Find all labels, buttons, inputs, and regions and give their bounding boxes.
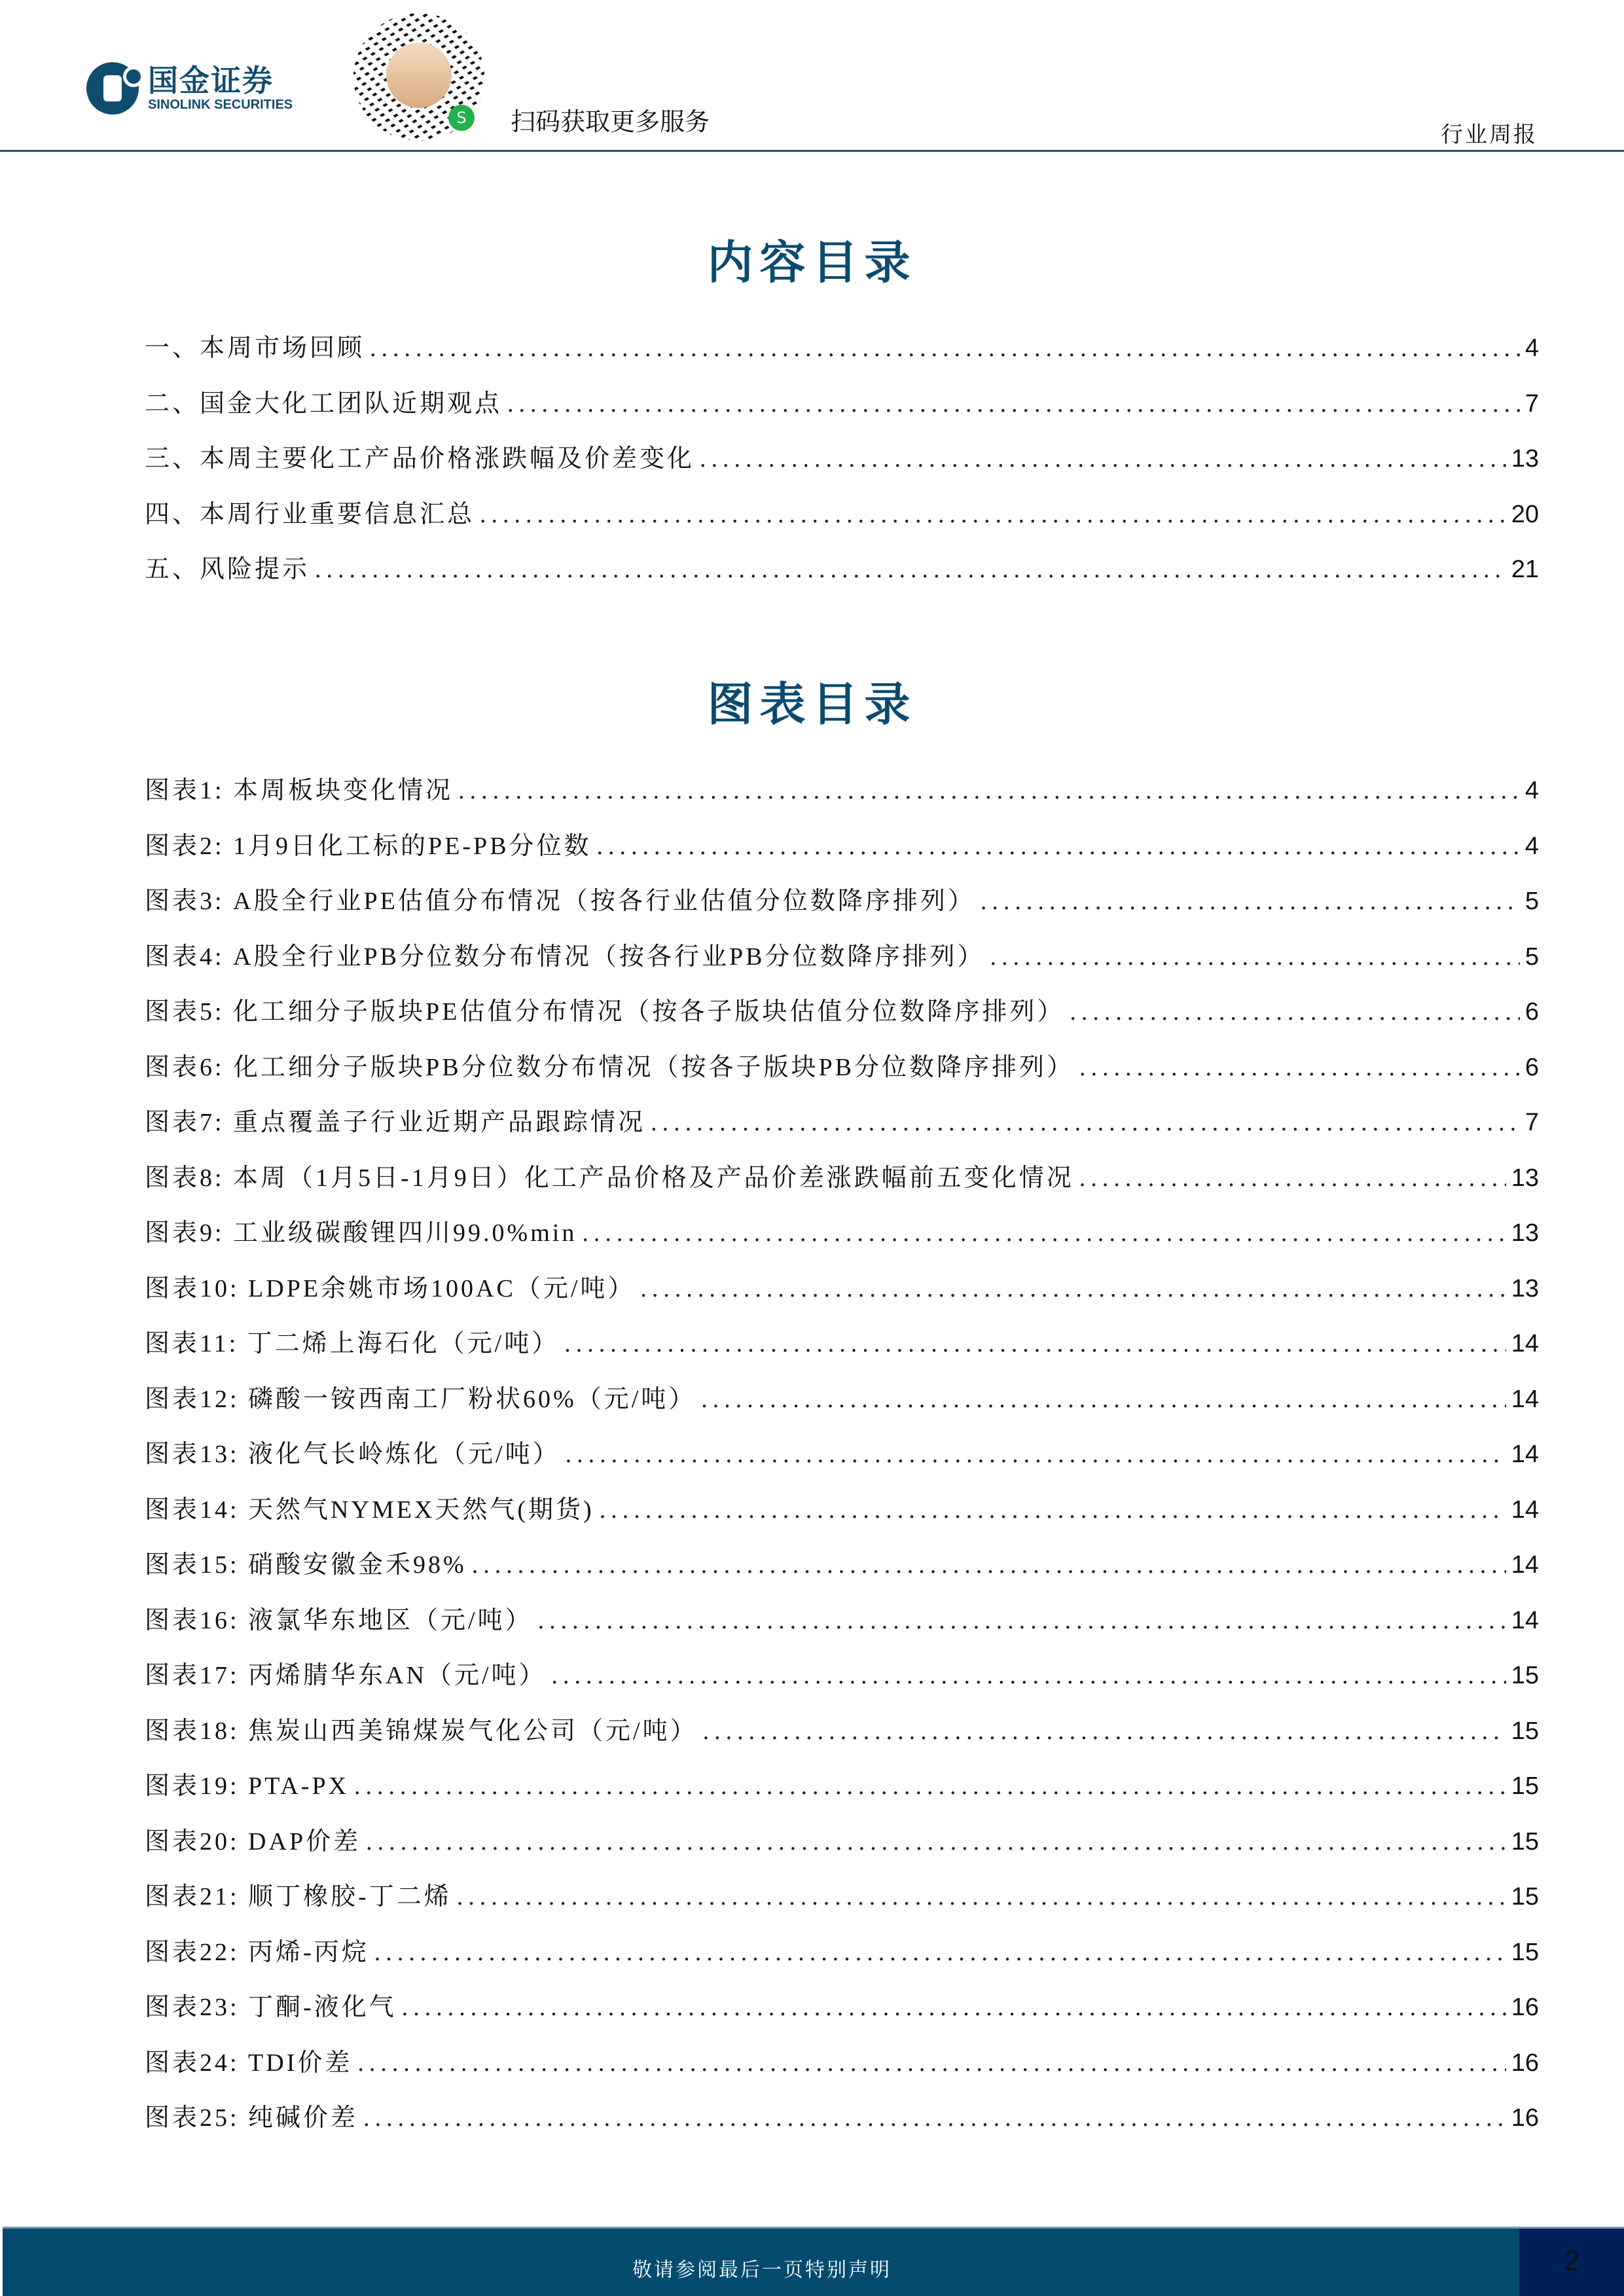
dot-leader (990, 941, 1519, 973)
entry-page: 21 (1511, 556, 1539, 583)
dot-leader (700, 442, 1506, 475)
entry-label: 图表10: LDPE余姚市场100AC（元/吨） (145, 1274, 636, 1302)
figure-entry[interactable] (145, 1272, 1539, 1305)
figure-entry[interactable] (145, 2047, 1539, 2079)
entry-label: 图表9: 工业级碳酸锂四川99.0%min (145, 1219, 577, 1247)
entry-label: 图表17: 丙烯腈华东AN（元/吨） (145, 1662, 547, 1689)
entry-label: 图表21: 顺丁橡胶-丁二烯 (145, 1883, 452, 1910)
entry-label: 图表12: 磷酸一铵西南工厂粉状60%（元/吨） (145, 1385, 696, 1413)
entry-page: 15 (1511, 1772, 1539, 1800)
figure-entry[interactable] (145, 1438, 1539, 1471)
figure-entry[interactable] (145, 1770, 1539, 1803)
figure-entry[interactable] (145, 1936, 1539, 1969)
entry-page: 14 (1511, 1441, 1539, 1468)
dot-leader (457, 1880, 1506, 1913)
figure-entry[interactable] (145, 1659, 1539, 1692)
entry-label: 图表23: 丁酮-液化气 (145, 1994, 397, 2021)
dot-leader (552, 1659, 1506, 1692)
entry-page: 7 (1525, 1109, 1539, 1136)
document-type: 行业周报 (1441, 123, 1538, 147)
dot-leader (1079, 1051, 1520, 1084)
entry-label: 图表15: 硝酸安徽金禾98% (145, 1551, 467, 1579)
dot-leader (981, 885, 1520, 918)
entry-page: 15 (1511, 1717, 1539, 1745)
toc-entry[interactable] (145, 498, 1539, 531)
entry-page: 16 (1511, 1994, 1539, 2021)
entry-label: 图表6: 化工细分子版块PB分位数分布情况（按各子版块PB分位数降序排列） (145, 1053, 1075, 1081)
mini-program-icon: S (448, 105, 475, 131)
toc-title: 内容目录 (707, 238, 917, 289)
entry-page: 14 (1511, 1330, 1539, 1357)
dot-leader (480, 498, 1506, 531)
dot-leader (402, 1991, 1506, 2024)
entry-label: 三、本周主要化工产品价格涨跌幅及价差变化 (145, 445, 695, 473)
entry-page: 6 (1525, 1053, 1539, 1081)
figure-entry[interactable] (145, 1217, 1539, 1249)
entry-label: 图表18: 焦炭山西美锦煤炭气化公司（元/吨） (145, 1717, 698, 1745)
dot-leader (538, 1604, 1506, 1637)
entry-page: 4 (1525, 334, 1539, 362)
dot-leader (354, 1770, 1506, 1803)
entry-page: 14 (1511, 1551, 1539, 1579)
entry-page: 15 (1511, 1883, 1539, 1910)
entry-label: 图表8: 本周（1月5日-1月9日）化工产品价格及产品价差涨跌幅前五变化情况 (145, 1164, 1074, 1192)
entry-label: 图表4: A股全行业PB分位数分布情况（按各行业PB分位数降序排列） (145, 942, 985, 971)
footer-bar (3, 2227, 1624, 2296)
entry-label: 图表11: 丁二烯上海石化（元/吨） (145, 1330, 560, 1357)
entry-page: 5 (1525, 942, 1539, 971)
figure-entry[interactable] (145, 1880, 1539, 1913)
dot-leader (597, 830, 1520, 863)
footer-disclaimer: 敬请参阅最后一页特别声明 (632, 2259, 892, 2281)
entry-label: 图表25: 纯碱价差 (145, 2104, 359, 2132)
entry-label: 一、本周市场回顾 (145, 334, 365, 362)
qr-code-icon (353, 13, 484, 141)
entry-page: 4 (1525, 777, 1539, 804)
entry-page: 14 (1511, 1496, 1539, 1524)
entry-label: 图表3: A股全行业PE估值分布情况（按各行业估值分位数降序排列） (145, 888, 975, 915)
figure-entry[interactable] (145, 2102, 1539, 2134)
dot-leader (564, 1327, 1506, 1360)
entry-page: 13 (1511, 1164, 1539, 1192)
dot-leader (363, 2102, 1506, 2134)
figure-entry[interactable] (145, 996, 1539, 1028)
entry-page: 4 (1525, 832, 1539, 860)
dot-leader (472, 1549, 1506, 1581)
page-number: 2 (1519, 2229, 1624, 2296)
dot-leader (640, 1272, 1506, 1305)
figure-entry[interactable] (145, 1327, 1539, 1360)
entry-page: 16 (1511, 2104, 1539, 2132)
figure-entry[interactable] (145, 941, 1539, 973)
figure-entry[interactable] (145, 1715, 1539, 1748)
figure-entry[interactable] (145, 774, 1539, 807)
toc-entry[interactable] (145, 442, 1539, 475)
dot-leader (600, 1494, 1506, 1526)
dot-leader (701, 1383, 1506, 1416)
entry-page: 13 (1511, 445, 1539, 473)
entry-label: 图表19: PTA-PX (145, 1772, 350, 1800)
entry-label: 图表20: DAP价差 (145, 1827, 361, 1856)
entry-page: 15 (1511, 1662, 1539, 1689)
dot-leader (1079, 1162, 1506, 1194)
dot-leader (651, 1106, 1520, 1139)
toc-entry[interactable] (145, 553, 1539, 586)
figure-entry[interactable] (145, 1604, 1539, 1637)
entry-label: 图表1: 本周板块变化情况 (145, 777, 454, 804)
dot-leader (566, 1438, 1506, 1471)
entry-page: 15 (1511, 1938, 1539, 1966)
entry-label: 图表7: 重点覆盖子行业近期产品跟踪情况 (145, 1109, 646, 1136)
figure-entry[interactable] (145, 1162, 1539, 1194)
figures-title: 图表目录 (707, 680, 917, 730)
entry-label: 图表22: 丙烯-丙烷 (145, 1938, 369, 1966)
entry-page: 5 (1525, 888, 1539, 915)
figure-entry[interactable] (145, 1549, 1539, 1581)
figure-entry[interactable] (145, 1106, 1539, 1139)
dot-leader (1070, 996, 1519, 1028)
entry-label: 图表13: 液化气长岭炼化（元/吨） (145, 1441, 560, 1468)
entry-label: 图表24: TDI价差 (145, 2049, 353, 2077)
qr-label: 扫码获取更多服务 (511, 109, 710, 136)
figure-entry[interactable] (145, 885, 1539, 918)
logo-cn: 国金证券 (148, 63, 274, 98)
entry-label: 五、风险提示 (145, 556, 310, 583)
figure-entry[interactable] (145, 1494, 1539, 1526)
logo-en: SINOLINK SECURITIES (148, 98, 293, 112)
entry-label: 图表5: 化工细分子版块PE估值分布情况（按各子版块估值分位数降序排列） (145, 998, 1065, 1026)
entry-page: 13 (1511, 1219, 1539, 1247)
figure-entry[interactable] (145, 830, 1539, 863)
entry-page: 15 (1511, 1827, 1539, 1856)
entry-label: 二、国金大化工团队近期观点 (145, 389, 503, 418)
dot-leader (582, 1217, 1506, 1249)
dot-leader (458, 774, 1520, 807)
entry-label: 四、本周行业重要信息汇总 (145, 500, 475, 528)
figure-entry[interactable] (145, 1383, 1539, 1416)
entry-page: 20 (1511, 500, 1539, 528)
figure-entry[interactable] (145, 1991, 1539, 2024)
dot-leader (703, 1715, 1506, 1748)
figure-entry[interactable] (145, 1051, 1539, 1084)
entry-label: 图表2: 1月9日化工标的PE-PB分位数 (145, 832, 592, 860)
dot-leader (366, 1825, 1506, 1858)
entry-page: 14 (1511, 1606, 1539, 1634)
toc-entry[interactable] (145, 332, 1539, 365)
entry-page: 13 (1511, 1274, 1539, 1302)
logo-mark-icon (86, 62, 139, 115)
entry-page: 6 (1525, 998, 1539, 1026)
figure-entry[interactable] (145, 1825, 1539, 1858)
dot-leader (507, 387, 1520, 420)
entry-label: 图表14: 天然气NYMEX天然气(期货) (145, 1496, 594, 1524)
dot-leader (374, 1936, 1506, 1969)
entry-page: 7 (1525, 389, 1539, 418)
sinolink-logo (86, 62, 293, 115)
entry-label: 图表16: 液氯华东地区（元/吨） (145, 1606, 533, 1634)
header-divider (0, 150, 1624, 152)
toc-entry[interactable] (145, 387, 1539, 420)
dot-leader (315, 553, 1506, 586)
entry-page: 14 (1511, 1385, 1539, 1413)
entry-page: 16 (1511, 2049, 1539, 2077)
dot-leader (370, 332, 1520, 365)
dot-leader (357, 2047, 1506, 2079)
